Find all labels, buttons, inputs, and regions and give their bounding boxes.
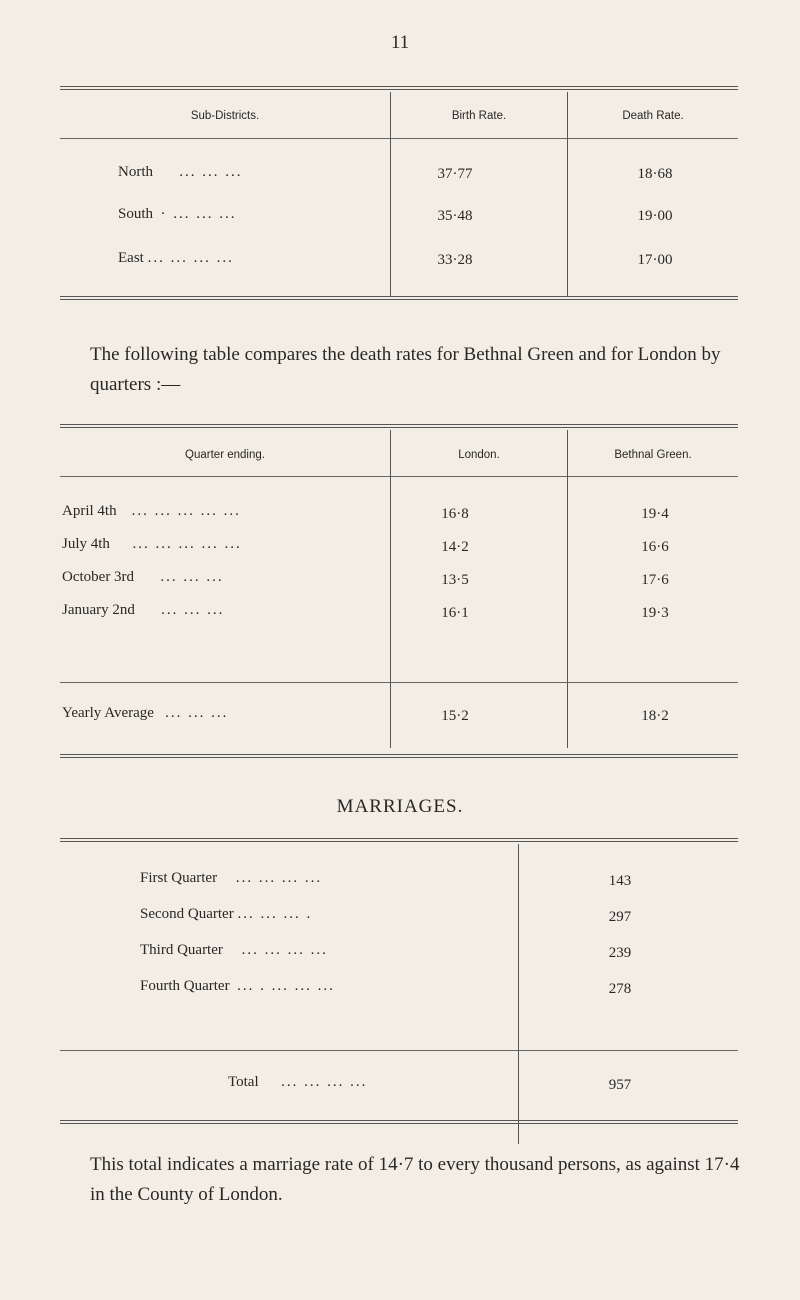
birth-rate-value: 33·28 xyxy=(437,252,473,268)
column-header: Birth Rate. xyxy=(451,110,507,122)
marriage-count-value: 239 xyxy=(608,945,632,961)
table-row: East ... ... ... ... xyxy=(118,250,234,266)
marriage-total-value: 957 xyxy=(608,1077,632,1093)
average-row: Yearly Average ... ... ... xyxy=(62,705,229,721)
london-rate-value: 16·8 xyxy=(441,506,469,522)
table-row: July 4th ... ... ... ... ... xyxy=(62,536,242,552)
column-header: Death Rate. xyxy=(622,110,684,122)
table-rule xyxy=(60,296,738,300)
table-row: South · ... ... ... xyxy=(118,206,237,222)
column-divider xyxy=(390,430,391,748)
section-title: MARRIAGES. xyxy=(336,796,464,817)
table-rule xyxy=(60,754,738,758)
london-rate-value: 13·5 xyxy=(441,572,469,588)
birth-rate-value: 37·77 xyxy=(437,166,473,182)
column-divider xyxy=(390,92,391,296)
total-row: Total ... ... ... ... xyxy=(228,1074,368,1090)
column-divider xyxy=(567,430,568,748)
table-row: October 3rd ... ... ... xyxy=(62,569,224,585)
death-rate-value: 17·00 xyxy=(637,252,673,268)
london-rate-value: 14·2 xyxy=(441,539,469,555)
table-rule xyxy=(60,838,738,842)
table-rule xyxy=(60,476,738,477)
table-row: Second Quarter ... ... ... . xyxy=(140,906,313,922)
birth-rate-value: 35·48 xyxy=(437,208,473,224)
column-divider xyxy=(567,92,568,296)
closing-paragraph: This total indicates a marriage rate of 14·7 to every thousand persons, as against 17·4 in the County of London. xyxy=(90,1154,740,1205)
table-rule xyxy=(60,1050,738,1051)
table-row: Third Quarter ... ... ... ... xyxy=(140,942,328,958)
bethnal-green-average-value: 18·2 xyxy=(641,708,669,724)
marriage-count-value: 143 xyxy=(608,873,632,889)
column-header: Sub-Districts. xyxy=(190,110,260,122)
intro-paragraph: The following table compares the death rates for Bethnal Green and for London by quarters :— xyxy=(90,344,721,395)
bethnal-green-rate-value: 17·6 xyxy=(641,572,669,588)
london-average-value: 15·2 xyxy=(441,708,469,724)
table-rule xyxy=(60,1120,738,1124)
table-rule xyxy=(60,424,738,428)
table-row: April 4th ... ... ... ... ... xyxy=(62,503,241,519)
table-rule xyxy=(60,86,738,90)
london-rate-value: 16·1 xyxy=(441,605,469,621)
table-row: North ... ... ... xyxy=(118,164,243,180)
column-divider xyxy=(518,844,519,1144)
table-row: January 2nd ... ... ... xyxy=(62,602,225,618)
table-rule xyxy=(60,682,738,683)
table-row: First Quarter ... ... ... ... xyxy=(140,870,323,886)
column-header: Bethnal Green. xyxy=(614,449,692,461)
death-rate-value: 19·00 xyxy=(637,208,673,224)
marriage-count-value: 278 xyxy=(608,981,632,997)
death-rate-value: 18·68 xyxy=(637,166,673,182)
page-number: 11 xyxy=(390,32,410,53)
table-row: Fourth Quarter ... . ... ... ... xyxy=(140,978,335,994)
bethnal-green-rate-value: 16·6 xyxy=(641,539,669,555)
column-header: Quarter ending. xyxy=(185,449,265,461)
column-header: London. xyxy=(458,449,500,461)
table-rule xyxy=(60,138,738,139)
marriage-count-value: 297 xyxy=(608,909,632,925)
bethnal-green-rate-value: 19·3 xyxy=(641,605,669,621)
bethnal-green-rate-value: 19·4 xyxy=(641,506,669,522)
